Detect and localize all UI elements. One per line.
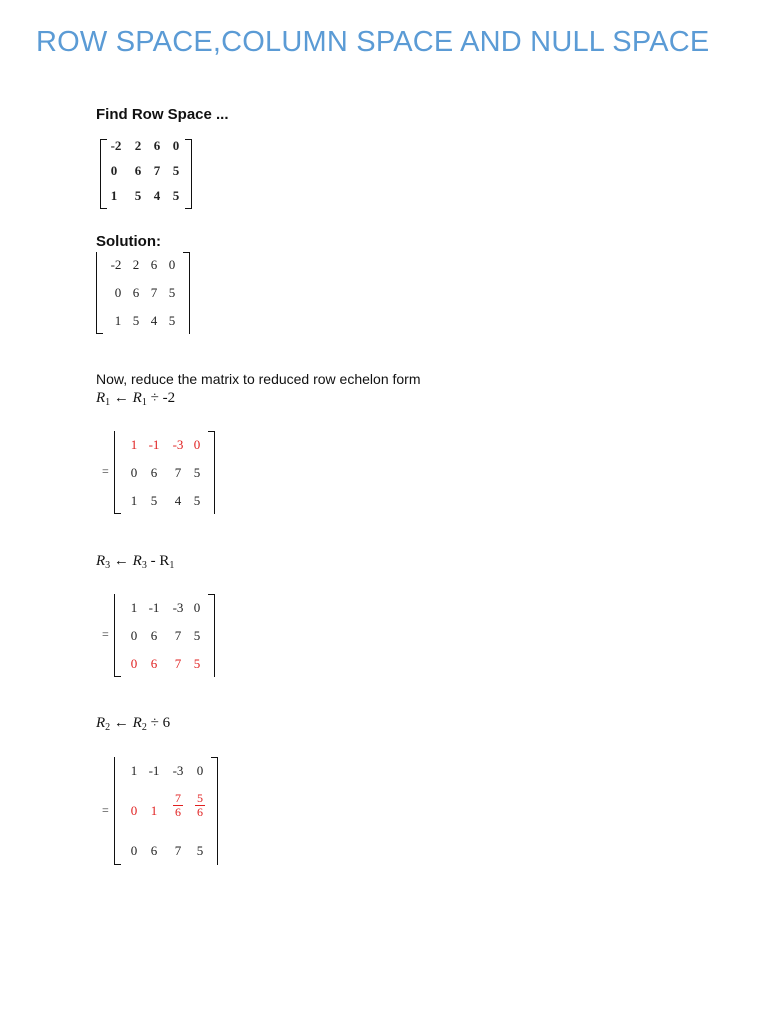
op-subscript: 3 <box>141 560 147 571</box>
fraction-numerator: 7 <box>175 791 181 805</box>
op-subscript: 2 <box>105 722 111 733</box>
matrix-cell: 5 <box>150 493 158 508</box>
op-subscript: 2 <box>141 722 147 733</box>
equals-sign: = <box>102 803 109 817</box>
page-title: ROW SPACE,COLUMN SPACE AND NULL SPACE <box>36 26 710 58</box>
op-subscript: 1 <box>169 560 175 571</box>
fraction-cell <box>188 792 212 819</box>
step2-matrix <box>114 594 215 677</box>
matrix-cell: 0 <box>168 257 176 272</box>
matrix-cell: 5 <box>172 188 180 203</box>
matrix-cell: 5 <box>193 656 201 671</box>
equals-sign: = <box>102 464 109 478</box>
matrix-cell: -1 <box>148 437 160 452</box>
matrix-cell: -3 <box>172 763 184 778</box>
op-subscript: 3 <box>105 560 111 571</box>
reduce-instruction: Now, reduce the matrix to reduced row echelon form <box>96 371 421 387</box>
matrix-cell: 1 <box>110 188 118 203</box>
matrix-cell: 7 <box>153 163 161 178</box>
op-symbol: R <box>96 715 106 731</box>
matrix-cell: 7 <box>174 656 182 671</box>
matrix-cell: 1 <box>114 313 122 328</box>
matrix-cell: 0 <box>130 803 138 818</box>
matrix-cell: 0 <box>193 600 201 615</box>
matrix-cell: 0 <box>130 656 138 671</box>
op-subscript: 1 <box>141 397 147 408</box>
fraction-numerator: 5 <box>197 791 203 805</box>
matrix-cell: 6 <box>150 843 158 858</box>
matrix-cell: 5 <box>168 285 176 300</box>
op-symbol: R <box>96 390 106 406</box>
matrix-cell: 4 <box>150 313 158 328</box>
matrix-cell: 2 <box>134 138 142 153</box>
arrow-icon: ← <box>113 715 129 731</box>
arrow-icon: ← <box>113 390 129 406</box>
matrix-cell: 0 <box>114 285 122 300</box>
matrix-cell: -1 <box>148 763 160 778</box>
matrix-cell: 1 <box>130 437 138 452</box>
op-symbol: R <box>132 553 142 569</box>
matrix-cell: -3 <box>172 437 184 452</box>
op-symbol: R <box>132 715 142 731</box>
step1-operation <box>96 390 175 408</box>
op-tail: ÷ 6 <box>150 715 171 731</box>
matrix-cell: 0 <box>110 163 118 178</box>
matrix-cell: 6 <box>150 257 158 272</box>
matrix-cell: 6 <box>150 656 158 671</box>
matrix-cell: 1 <box>130 600 138 615</box>
matrix-cell: 2 <box>132 257 140 272</box>
op-tail: - R <box>150 553 170 569</box>
matrix-cell: 7 <box>174 465 182 480</box>
matrix-cell: -2 <box>110 257 122 272</box>
matrix-cell: 5 <box>196 843 204 858</box>
op-symbol: R <box>132 390 142 406</box>
matrix-cell: 7 <box>174 843 182 858</box>
matrix-cell: 0 <box>130 843 138 858</box>
matrix-cell: 0 <box>196 763 204 778</box>
step1-matrix <box>114 431 215 514</box>
op-subscript: 1 <box>105 397 111 408</box>
matrix-cell: 1 <box>150 803 158 818</box>
matrix-cell: 5 <box>134 188 142 203</box>
matrix-cell: 0 <box>130 628 138 643</box>
matrix-cell: 1 <box>130 493 138 508</box>
step3-operation <box>96 715 170 733</box>
matrix-cell: 6 <box>132 285 140 300</box>
matrix-cell: 5 <box>172 163 180 178</box>
matrix-cell: 4 <box>174 493 182 508</box>
matrix-cell: 7 <box>150 285 158 300</box>
matrix-cell: 7 <box>174 628 182 643</box>
original-matrix-bold <box>100 139 192 209</box>
matrix-cell: -1 <box>148 600 160 615</box>
matrix-cell: 6 <box>134 163 142 178</box>
arrow-icon: ← <box>113 553 129 569</box>
matrix-cell: 5 <box>193 493 201 508</box>
solution-matrix <box>96 252 190 334</box>
matrix-cell: 5 <box>132 313 140 328</box>
fraction-cell <box>166 792 190 819</box>
matrix-cell: -2 <box>110 138 122 153</box>
matrix-cell: 5 <box>193 628 201 643</box>
matrix-cell: 5 <box>193 465 201 480</box>
matrix-cell: 5 <box>168 313 176 328</box>
step3-matrix <box>114 757 218 865</box>
matrix-cell: 4 <box>153 188 161 203</box>
op-symbol: R <box>96 553 106 569</box>
fraction-denominator: 6 <box>175 805 181 819</box>
matrix-cell: -3 <box>172 600 184 615</box>
matrix-cell: 1 <box>130 763 138 778</box>
matrix-cell: 6 <box>150 465 158 480</box>
find-heading: Find Row Space ... <box>96 106 229 123</box>
solution-heading: Solution: <box>96 233 161 250</box>
equals-sign: = <box>102 627 109 641</box>
matrix-cell: 6 <box>150 628 158 643</box>
matrix-cell: 0 <box>193 437 201 452</box>
fraction-denominator: 6 <box>197 805 203 819</box>
matrix-cell: 0 <box>130 465 138 480</box>
op-tail: ÷ -2 <box>150 390 176 406</box>
matrix-cell: 6 <box>153 138 161 153</box>
step2-operation <box>96 553 174 571</box>
matrix-cell: 0 <box>172 138 180 153</box>
